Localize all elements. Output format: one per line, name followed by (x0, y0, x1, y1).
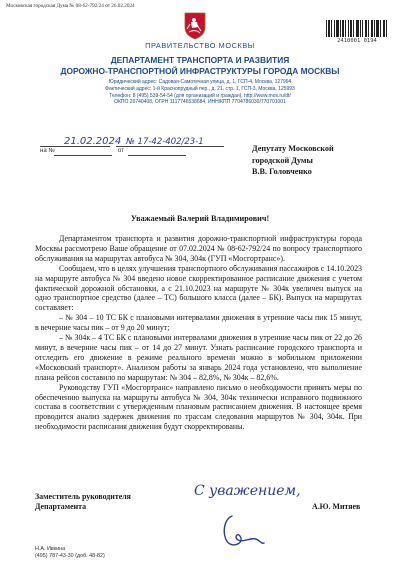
body-paragraph: Департаментом транспорта и развития дорожно-транспортной инфраструктуры города Москвы рассмотрено Ваше обращение от 07.02.2024 № 08-62-792/24 по вопросу транспортного обслуживания на маршрутах автобуса № 304, 304к (ГУП «Мосгортранс»). (35, 234, 362, 263)
reply-date-underline (128, 155, 186, 156)
actual-address: Фактический адрес: 1-й Краснопрудный пер., д. 21, стр. 1, ГСП-3, Москва, 125993 (105, 85, 295, 92)
number-underline (116, 146, 224, 147)
contact-details (0, 79, 400, 106)
addressee-line: Депутату Московской (252, 144, 334, 153)
registration-stamp-note: Московская городская Дума № 08-62-792/24 от 26.02.2024 (6, 3, 135, 9)
signer-title-line: Заместитель руководителя (35, 492, 131, 501)
barcode (326, 20, 388, 37)
reply-to-label: на № (40, 148, 55, 154)
barcode-number: 2410001 0194 (337, 38, 377, 44)
body-paragraph: – № 304к – 4 ТС БК с плановыми интервалами движения в утренние часы пик от 22 до 26 минут, в вечерние часы пик – от 14 до 27 минут. Узнать расписание городского транспорта и отследить его движение в режиме реального времени можно в мобильном приложении «Московский транспорт». Анализом работы за январь 2024 года установлено, что выполнение плана рейсов составило по маршрутам: № 304 – 82,8%, № 304к – 82,6%. (35, 333, 362, 382)
department-name (0, 55, 400, 76)
addressee (252, 143, 397, 178)
body-paragraph: Сообщаем, что в целях улучшения транспортного обслуживания пассажиров с 14.10.2023 на маршруте автобуса № 304 введено новое скорректированное расписание движения с учетом фактической дорожной обстановки, а с 21.10.2023 на маршруте № 304к увеличен выпуск на одно транспортное средство (далее – ТС) большого класса (далее – БК). Выпуск на маршрутах составляет: (35, 263, 362, 313)
registry-codes: ОКПО 20740408, ОГРН 1117746538684, ИНН/КПП 7704786030/770701001 (114, 99, 286, 106)
signer-title-line: Департамента (35, 502, 87, 511)
legal-address: Юридический адрес: Садовая-Самотечная улица, д. 1, ГСП-4, Москва, 127994 (108, 79, 292, 85)
letter-body (35, 234, 362, 432)
department-name-line: ДЕПАРТАМЕНТ ТРАНСПОРТА И РАЗВИТИЯ (110, 55, 290, 65)
addressee-line: В.В. Головченко (252, 167, 312, 176)
signer-title (35, 492, 131, 512)
date-underline (40, 146, 110, 147)
moscow-coat-of-arms-icon (183, 11, 207, 40)
reply-to-underline (54, 155, 112, 156)
government-name: ПРАВИТЕЛЬСТВО МОСКВЫ (145, 41, 255, 50)
signer-name: А.Ю. Митяев (312, 502, 361, 511)
salutation: Уважаемый Валерий Владимирович! (130, 214, 270, 223)
executor-phone: (495) 787-43-30 (доб. 48-82) (35, 553, 105, 560)
body-paragraph: Руководству ГУП «Мосгортранс» направлено письмо о необходимости принять меры по обеспечению выпуска на маршруты автобуса № 304, 304к технически исправного подвижного состава в соответствии с утвержденным плановым расписанием движения. В настоящее время проводится анализ задержек движения по трассам следования маршрутов № 304, 304к. При необходимости расписания движения будут скорректированы. (35, 382, 362, 432)
addressee-line: городской Думы (252, 155, 313, 165)
body-paragraph: – № 304 – 10 ТС БК с плановыми интервалами движения в утренние часы пик 15 минут, в вечерние часы пик – от 9 до 20 минут; (35, 313, 362, 333)
department-name-line: ДОРОЖНО-ТРАНСПОРТНОЙ ИНФРАСТРУКТУРЫ ГОРОДА МОСКВЫ (60, 65, 340, 76)
handwritten-outgoing-number: № 17-42-402/23-1 (126, 137, 204, 147)
executor-name: Н.А. Ивкина (35, 546, 66, 552)
handwritten-signature (218, 510, 266, 550)
phone-website: Телефон: 8 (495) 539-54-54 (для организаций и граждан), http://www.mos.ru/dt/ (109, 92, 291, 99)
executor-info (35, 546, 105, 561)
handwritten-regards: С уважением, (194, 483, 301, 499)
handwritten-date: 21.02.2024 (64, 136, 122, 147)
reply-date-label: от (118, 148, 124, 154)
